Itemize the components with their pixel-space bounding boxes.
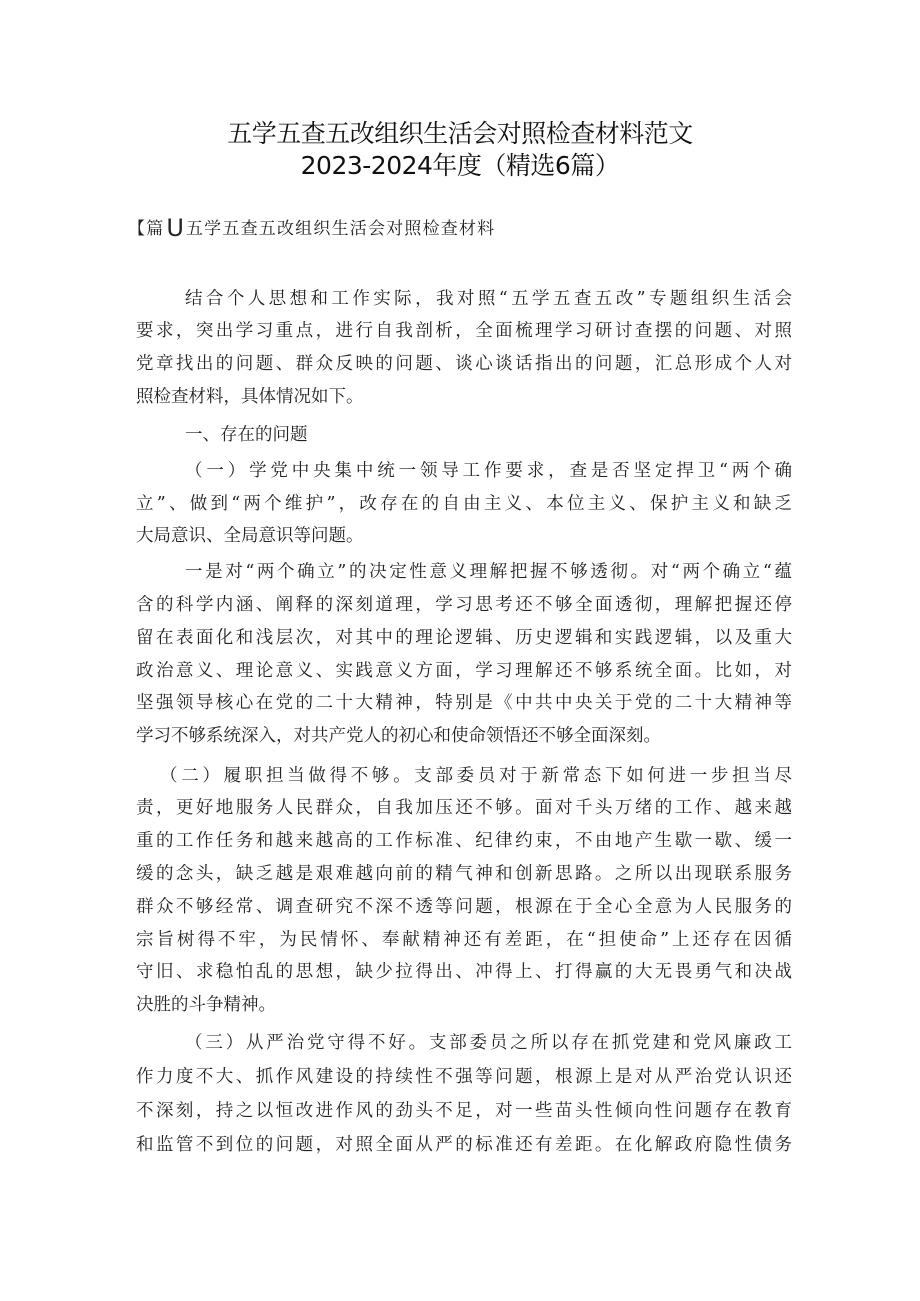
body-line: 和监管不到位的问题，对照全面从严的标准还有差距。在化解政府隐性债务: [136, 1135, 792, 1155]
body-line: 守旧、求稳怕乱的思想，缺少拉得出、冲得上、打得赢的大无畏勇气和决战: [136, 962, 792, 982]
document-title: 五学五查五改组织生活会对照检查材料范文: [227, 119, 693, 148]
body-line: 留在表面化和浅层次，对其中的理论逻辑、历史逻辑和实践逻辑，以及重大: [136, 628, 792, 648]
body-line: 含的科学内涵、阐释的深刻道理，学习思考还不够全面透彻，理解把握还停: [136, 595, 792, 615]
body-line: 立”、做到“两个维护”，改存在的自由主义、本位主义、保护主义和缺乏: [136, 494, 792, 514]
body-line: 不深刻，持之以恒改进作风的劲头不足，对一些苗头性倾向性问题存在教育: [136, 1101, 792, 1121]
body-line: 缓的念头，缺乏越是艰难越向前的精气神和创新思路。之所以出现联系服务: [136, 864, 792, 884]
body-line: 作力度不大、抓作风建设的持续性不强等问题，根源上是对从严治党认识还: [136, 1067, 792, 1087]
body-line: 照检查材料，具体情况如下。: [136, 387, 364, 407]
body-line: 党章找出的问题、群众反映的问题、谈心谈话指出的问题，汇总形成个人对: [136, 354, 792, 374]
piece-marker: U: [166, 214, 184, 242]
piece-title: 五学五查五改组织生活会对照检查材料: [185, 219, 496, 239]
body-line: 宗旨树得不牢，为民情怀、奉献精神还有差距，在“担使命”上还存在因循: [136, 930, 792, 950]
section-heading: 一、存在的问题: [185, 425, 308, 445]
body-line: 责，更好地服务人民群众，自我加压还不够。面对千头万绪的工作、越来越: [136, 798, 792, 818]
body-line: 大局意识、全局意识等问题。: [136, 526, 364, 546]
piece-heading: [128, 214, 495, 242]
body-line: 要求，突出学习重点，进行自我剖析，全面梳理学习研讨查摆的问题、对照: [136, 321, 792, 341]
body-line: （二）履职担当做得不够。支部委员对于新常态下如何进一步担当尽: [160, 766, 792, 786]
body-line: 结合个人思想和工作实际，我对照“五学五查五改”专题组织生活会: [185, 289, 792, 309]
body-line: 政治意义、理论意义、实践意义方面，学习理解还不够系统全面。比如，对: [136, 661, 792, 681]
document-subtitle: 2023-2024年度（精选6篇）: [300, 151, 620, 180]
body-line: 坚强领导核心在党的二十大精神，特别是《中共中央关于党的二十大精神等: [136, 693, 792, 713]
body-line: （一）学党中央集中统一领导工作要求，查是否坚定捍卫“两个确: [185, 461, 792, 481]
body-line: 学习不够系统深入，对共产党人的初心和使命领悟还不够全面深刻。: [136, 726, 661, 746]
body-line: 一是对“两个确立”的决定性意义理解把握不够透彻。对“两个确立“蕴: [185, 562, 792, 582]
piece-prefix: 【篇: [128, 219, 165, 239]
body-line: 群众不够经常、调查研究不深不透等问题，根源在于全心全意为人民服务的: [136, 897, 792, 917]
body-line: 决胜的斗争精神。: [136, 995, 276, 1015]
body-line: （三）从严治党守得不好。支部委员之所以存在抓党建和党风廉政工: [185, 1033, 792, 1053]
body-line: 重的工作任务和越来越高的工作标准、纪律约束，不由地产生歇一歇、缓一: [136, 831, 792, 851]
